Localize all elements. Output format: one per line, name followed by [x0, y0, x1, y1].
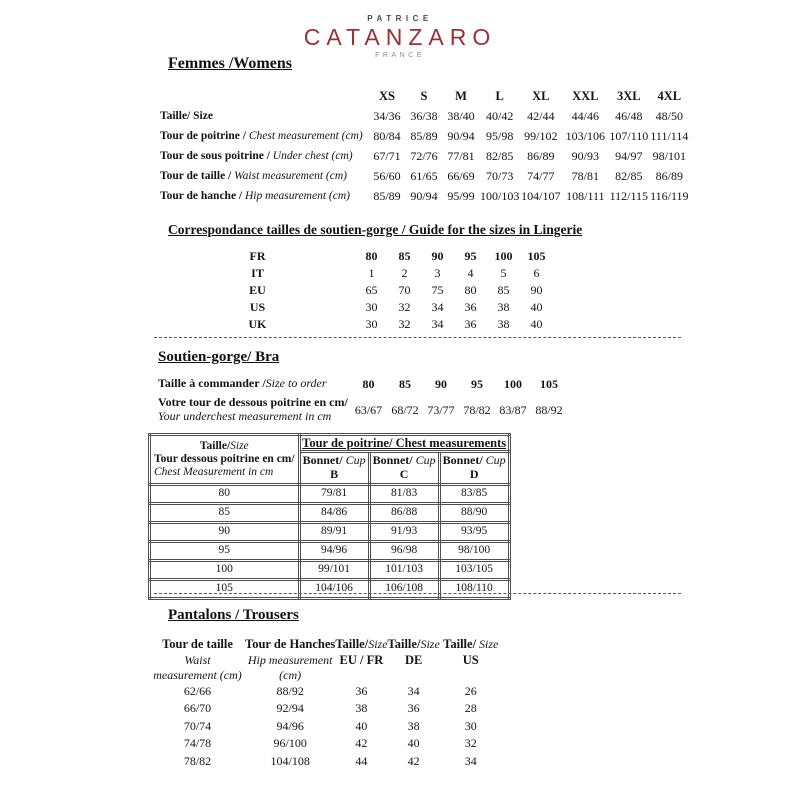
cup-value: 86/88 [369, 503, 439, 522]
table-row [150, 503, 510, 522]
table-row [158, 394, 567, 426]
cup-value: 91/93 [369, 522, 439, 541]
cup-c-header [369, 452, 439, 485]
size-value: 72/76 [410, 148, 438, 163]
cup-table-header-row [150, 435, 510, 452]
size-value: 86/89 [527, 148, 555, 163]
table-row [150, 718, 502, 736]
country-label: US [249, 300, 266, 314]
corner-empty-cell [160, 86, 368, 106]
header-code: EU / FR [339, 652, 384, 667]
size-header: XXL [572, 88, 599, 103]
trousers-size-table [150, 637, 502, 770]
row-label-fr: Votre tour de dessous poitrine en cm/ [158, 395, 348, 410]
cup-value: 99/101 [299, 560, 369, 579]
table-row [150, 522, 510, 541]
cup-value: 83/85 [439, 484, 509, 503]
size-header: 4XL [657, 88, 682, 103]
bra-size-value: 90 [435, 376, 447, 391]
lingerie-value: 38 [497, 317, 510, 331]
size-value: 100/103 [480, 188, 520, 203]
size-value: 80/84 [373, 128, 401, 143]
trousers-value: 36 [407, 701, 420, 716]
table-row [160, 299, 553, 316]
corner-subtitle-en-text: Chest Measurement in cm [154, 466, 274, 479]
cup-value: 105 [150, 579, 300, 598]
lingerie-value: 3 [434, 266, 441, 280]
cup-value: 106/108 [369, 579, 439, 598]
brand-logo [0, 14, 800, 59]
lingerie-value: 105 [527, 249, 546, 263]
size-header: M [455, 88, 467, 103]
trousers-value: 30 [464, 718, 477, 733]
corner-title-en: Size [230, 439, 249, 452]
dashed-divider [154, 593, 681, 594]
size-value: 70/73 [486, 168, 514, 183]
row-label-fr: Tour de sous poitrine / [160, 150, 270, 162]
table-row [158, 374, 567, 394]
size-value: 98/101 [652, 148, 687, 163]
header-fr: Taille/ [443, 637, 477, 651]
corner-title [154, 440, 295, 453]
size-value: 112/115 [609, 188, 649, 203]
trousers-value: 96/100 [273, 736, 307, 751]
size-header: S [420, 88, 428, 103]
lingerie-value: 75 [431, 283, 444, 297]
size-eu-fr-column-header [335, 637, 387, 683]
row-label [158, 394, 350, 426]
lingerie-value: 100 [494, 249, 513, 263]
cup-label-en: Cup [345, 453, 366, 468]
table-row [160, 265, 553, 282]
bra-size-value: 105 [540, 376, 558, 391]
table-row [150, 735, 502, 753]
row-label-en: Under chest (cm) [272, 150, 353, 162]
lingerie-value: 80 [464, 283, 477, 297]
cup-table-corner-header [150, 435, 300, 485]
cup-label-fr: Bonnet/ [442, 453, 483, 468]
row-label-fr: Tour de poitrine / [160, 130, 246, 142]
trousers-value: 34 [407, 683, 420, 698]
brand-logo-country: FRANCE [375, 52, 425, 59]
size-value: 90/94 [410, 188, 438, 203]
table-row [160, 248, 553, 265]
size-header-row [160, 86, 689, 106]
row-label-fr: Taille à commander / [158, 376, 266, 391]
cup-value: 103/105 [439, 560, 509, 579]
cup-label-en: Cup [485, 453, 506, 468]
trousers-value: 88/92 [276, 683, 304, 698]
lingerie-value: 85 [497, 283, 510, 297]
lingerie-value: 5 [500, 266, 507, 280]
trousers-value: 40 [355, 718, 368, 733]
lingerie-value: 36 [464, 317, 477, 331]
cup-value: 95 [150, 541, 300, 560]
table-row [150, 560, 510, 579]
bra-section-title: Soutien-gorge/ Bra [158, 349, 280, 365]
brand-logo-top-text: PATRICE [367, 14, 433, 23]
cup-value: 96/98 [369, 541, 439, 560]
trousers-value: 42 [355, 736, 368, 751]
cup-value: 108/110 [439, 579, 509, 598]
table-row [150, 700, 502, 718]
size-value: 108/111 [566, 188, 605, 203]
cup-value: 80 [150, 484, 300, 503]
cup-value: 89/91 [299, 522, 369, 541]
cup-label-en: Cup [415, 453, 436, 468]
country-label: IT [251, 266, 264, 280]
row-label [160, 166, 368, 186]
lingerie-value: 4 [467, 266, 474, 280]
trousers-value: 38 [407, 718, 420, 733]
trousers-value: 78/82 [183, 753, 212, 768]
header-en2: (cm) [279, 667, 302, 682]
size-value: 85/89 [410, 128, 438, 143]
size-header: 3XL [617, 88, 641, 103]
bra-underchest-value: 68/72 [391, 402, 419, 417]
size-value: 56/60 [373, 168, 401, 183]
header-fr: Taille/ [387, 637, 421, 651]
trousers-value: 28 [464, 701, 477, 716]
size-value: 94/97 [615, 148, 643, 163]
trousers-value: 32 [464, 736, 477, 751]
size-header: XL [532, 88, 550, 103]
cup-value: 93/95 [439, 522, 509, 541]
trousers-header-row [150, 637, 502, 683]
size-value: 77/81 [447, 148, 475, 163]
lingerie-value: 32 [398, 300, 411, 314]
lingerie-value: 85 [398, 249, 411, 263]
table-row [150, 683, 502, 701]
size-value: 36/38 [410, 108, 438, 123]
cup-value: 98/100 [439, 541, 509, 560]
lingerie-value: 38 [497, 300, 510, 314]
size-value: 44/46 [571, 108, 600, 123]
header-en: Size [420, 637, 440, 651]
size-value: 86/89 [655, 168, 684, 183]
trousers-value: 94/96 [276, 718, 304, 733]
bra-underchest-value: 78/82 [463, 402, 491, 417]
lingerie-value: 34 [431, 317, 444, 331]
cup-b-header [299, 452, 369, 485]
row-label [158, 374, 350, 394]
table-row [150, 579, 510, 598]
size-value: 103/106 [565, 128, 606, 143]
row-label-en: Hip measurement (cm) [245, 190, 350, 202]
cup-value: 85 [150, 503, 300, 522]
cup-measurement-table [148, 433, 511, 600]
size-value: 40/42 [486, 108, 514, 123]
row-label-en: Chest measurement (cm) [248, 130, 363, 142]
row-label-en: Waist measurement (cm) [234, 170, 347, 182]
country-label: EU [249, 283, 266, 297]
womens-section-title: Femmes /Womens [168, 55, 292, 72]
cup-value: 84/86 [299, 503, 369, 522]
size-value: 99/102 [524, 128, 558, 143]
lingerie-correspondence-table [160, 248, 553, 333]
header-en: Size [479, 637, 499, 651]
size-value: 34/36 [373, 108, 401, 123]
header-code: US [462, 652, 479, 667]
lingerie-value: 90 [530, 283, 543, 297]
table-row [150, 541, 510, 560]
size-value: 82/85 [486, 148, 514, 163]
table-row [160, 106, 689, 126]
header-fr: Tour de taille [162, 637, 233, 651]
size-value: 74/77 [527, 168, 555, 183]
table-row [160, 166, 689, 186]
row-label-fr: Taille/ Size [160, 110, 213, 122]
size-value: 95/98 [486, 128, 514, 143]
bra-size-value: 100 [504, 376, 522, 391]
size-value: 111/114 [650, 128, 689, 143]
lingerie-value: 40 [530, 317, 543, 331]
size-value: 61/65 [410, 168, 438, 183]
lingerie-value: 80 [365, 249, 378, 263]
bra-size-value: 80 [362, 376, 375, 391]
trousers-value: 36 [355, 683, 368, 698]
lingerie-value: 32 [398, 317, 411, 331]
bra-size-value: 95 [471, 376, 483, 391]
row-label-fr: Tour de hanche / [160, 190, 243, 202]
cup-value: 94/96 [299, 541, 369, 560]
size-us-column-header [440, 637, 502, 683]
trousers-value: 66/70 [183, 701, 212, 716]
trousers-value: 34 [464, 753, 477, 768]
table-row [160, 126, 689, 146]
trousers-value: 104/108 [270, 753, 310, 768]
country-label: FR [249, 249, 266, 263]
bra-size-value: 85 [399, 376, 411, 391]
cup-value: 104/106 [299, 579, 369, 598]
size-header: L [495, 88, 504, 103]
corner-title-fr: Taille/ [199, 439, 231, 452]
corner-subtitle-fr-text: Tour dessous poitrine en cm/ [154, 452, 295, 465]
cup-letter: C [399, 467, 409, 482]
cup-value: 90 [150, 522, 300, 541]
row-label [160, 126, 368, 146]
row-label [160, 146, 368, 166]
table-row [160, 282, 553, 299]
lingerie-value: 2 [401, 266, 408, 280]
row-label [160, 106, 368, 126]
header-en: Hip measurement [247, 652, 333, 667]
table-row [150, 753, 502, 771]
lingerie-guide-title: Correspondance tailles de soutien-gorge / Guide for the sizes in Lingerie [168, 222, 583, 237]
header-fr: Taille/ [335, 637, 369, 651]
table-row [160, 186, 689, 206]
waist-column-header [150, 637, 245, 683]
cup-label-fr: Bonnet/ [302, 453, 343, 468]
lingerie-value: 30 [365, 300, 378, 314]
header-en: Size [368, 637, 388, 651]
chest-measurements-group-header [299, 435, 509, 452]
trousers-value: 70/74 [183, 718, 212, 733]
lingerie-value: 6 [533, 266, 540, 280]
size-value: 48/50 [655, 108, 684, 123]
lingerie-value: 1 [368, 266, 375, 280]
size-value: 116/119 [650, 188, 689, 203]
bra-underchest-value: 73/77 [427, 402, 455, 417]
lingerie-value: 34 [431, 300, 444, 314]
bra-underchest-value: 63/67 [354, 402, 383, 417]
size-value: 78/81 [571, 168, 600, 183]
trousers-value: 40 [407, 736, 420, 751]
cup-value: 88/90 [439, 503, 509, 522]
trousers-value: 42 [407, 753, 420, 768]
trousers-value: 74/78 [183, 736, 212, 751]
row-label-en: Size to order [265, 376, 327, 391]
bra-size-table [158, 374, 567, 426]
trousers-value: 26 [464, 683, 477, 698]
trousers-value: 44 [355, 753, 368, 768]
lingerie-value: 36 [464, 300, 477, 314]
cup-value: 101/103 [369, 560, 439, 579]
trousers-value: 92/94 [276, 701, 304, 716]
size-value: 107/110 [609, 128, 649, 143]
country-label: UK [248, 317, 267, 331]
header-code: DE [404, 652, 423, 667]
dashed-divider [154, 337, 681, 338]
table-row [160, 146, 689, 166]
bra-underchest-value: 83/87 [499, 402, 527, 417]
lingerie-value: 30 [365, 317, 378, 331]
corner-subtitle-en [154, 466, 295, 479]
row-label-fr: Tour de taille / [160, 170, 232, 182]
lingerie-value: 65 [365, 283, 378, 297]
cup-value: 79/81 [299, 484, 369, 503]
size-value: 42/44 [527, 108, 555, 123]
group-header-text: Tour de poitrine/ Chest measurements [302, 436, 507, 450]
lingerie-value: 40 [530, 300, 543, 314]
size-header: XS [379, 88, 395, 103]
table-row [150, 484, 510, 503]
lingerie-value: 70 [398, 283, 411, 297]
lingerie-value: 95 [464, 249, 477, 263]
size-value: 95/99 [447, 188, 475, 203]
cup-value: 81/83 [369, 484, 439, 503]
brand-logo-name: CATANZARO [303, 24, 497, 50]
header-en: Waist [184, 652, 211, 667]
trousers-value: 38 [355, 701, 368, 716]
hip-column-header [245, 637, 335, 683]
table-row [160, 316, 553, 333]
lingerie-value: 90 [431, 249, 444, 263]
womens-size-table [160, 86, 689, 206]
size-value: 67/71 [373, 148, 401, 163]
size-value: 90/93 [571, 148, 600, 163]
header-fr: Tour de Hanches [245, 637, 336, 651]
cup-label-fr: Bonnet/ [372, 453, 413, 468]
corner-subtitle-fr [154, 453, 295, 466]
row-label-en: Your underchest measurement in cm [158, 409, 332, 423]
trousers-value: 62/66 [183, 683, 212, 698]
bra-underchest-value: 88/92 [535, 402, 563, 417]
size-value: 38/40 [447, 108, 475, 123]
row-label [160, 186, 368, 206]
size-value: 82/85 [615, 168, 643, 183]
trousers-section-title: Pantalons / Trousers [168, 607, 299, 623]
cup-d-header [439, 452, 509, 485]
cup-value: 100 [150, 560, 300, 579]
header-en2: measurement (cm) [153, 667, 242, 682]
size-value: 85/89 [373, 188, 401, 203]
size-de-column-header [388, 637, 440, 683]
size-value: 90/94 [447, 128, 475, 143]
cup-letter: D [469, 467, 479, 482]
size-value: 46/48 [615, 108, 643, 123]
cup-letter: B [330, 467, 339, 482]
size-value: 104/107 [521, 188, 561, 203]
size-value: 66/69 [447, 168, 475, 183]
